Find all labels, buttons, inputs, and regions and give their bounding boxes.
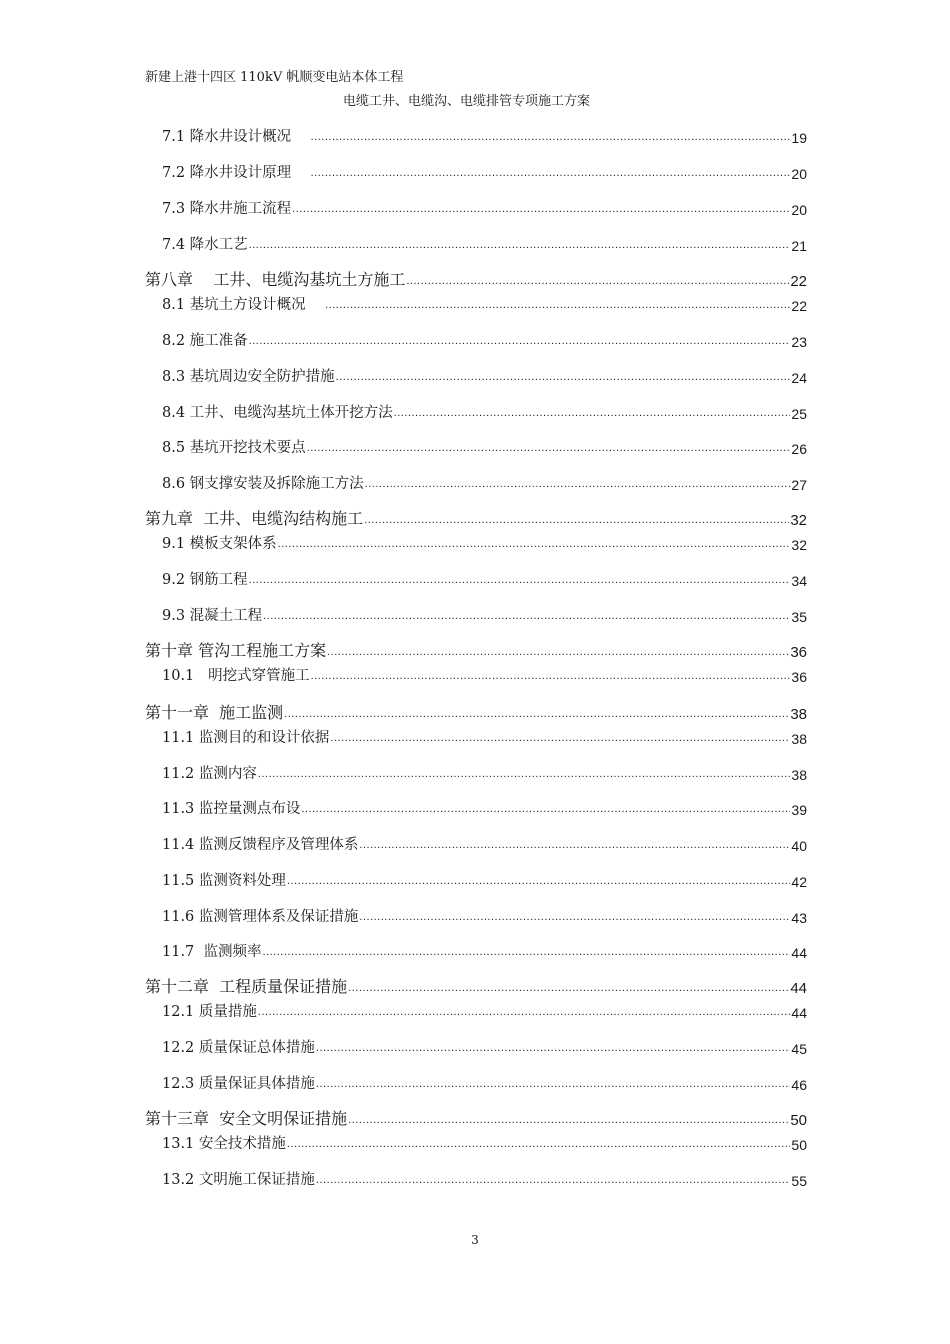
toc-entry-page: 25 [791, 406, 807, 422]
toc-section-entry[interactable] [162, 473, 807, 493]
toc-entry-title: 第八章 工井、电缆沟基坑土方施工 [145, 270, 406, 289]
toc-entry-page: 22 [791, 298, 807, 314]
toc-entry-page: 22 [790, 273, 807, 290]
toc-section-entry[interactable] [162, 1133, 807, 1153]
toc-entry-title: 8.5 基坑开挖技术要点 [162, 440, 306, 456]
toc-section-entry[interactable] [162, 763, 807, 783]
toc-dot-leader [330, 733, 790, 747]
toc-dot-leader [249, 575, 791, 589]
toc-entry-title: 第十二章 工程质量保证措施 [145, 977, 348, 996]
toc-dot-leader [348, 983, 789, 997]
toc-dot-leader [258, 1007, 791, 1021]
toc-entry-page: 32 [791, 537, 807, 553]
toc-entry-page: 55 [791, 1173, 807, 1189]
toc-entry-page: 36 [791, 669, 807, 685]
toc-dot-leader [287, 876, 791, 890]
toc-dot-leader [278, 539, 791, 553]
toc-dot-leader [365, 479, 791, 493]
toc-entry-title: 7.3 降水井施工流程 [162, 201, 292, 217]
toc-dot-leader [249, 240, 791, 254]
toc-entry-page: 39 [791, 802, 807, 818]
toc-entry-page: 38 [791, 731, 807, 747]
toc-chapter-entry[interactable] [145, 975, 807, 997]
toc-dot-leader [364, 515, 789, 529]
toc-section-entry[interactable] [162, 906, 807, 926]
toc-section-entry[interactable] [162, 798, 807, 818]
toc-entry-page: 44 [791, 945, 807, 961]
toc-dot-leader [287, 1139, 791, 1153]
toc-entry-title: 11.7 监测频率 [162, 944, 262, 960]
toc-entry-page: 50 [791, 1137, 807, 1153]
toc-entry-title: 10.1 明挖式穿管施工 [162, 668, 310, 684]
toc-entry-title: 11.1 监测目的和设计依据 [162, 730, 330, 746]
toc-section-entry[interactable] [162, 330, 807, 350]
toc-section-entry[interactable] [162, 162, 807, 182]
toc-entry-title: 12.1 质量措施 [162, 1004, 257, 1020]
toc-entry-title: 第九章 工井、电缆沟结构施工 [145, 509, 364, 528]
toc-entry-title: 8.6 钢支撑安装及拆除施工方法 [162, 476, 364, 492]
toc-section-entry[interactable] [162, 569, 807, 589]
toc-entry-title: 7.1 降水井设计概况 [162, 129, 310, 145]
toc-section-entry[interactable] [162, 1169, 807, 1189]
toc-section-entry[interactable] [162, 234, 807, 254]
toc-entry-page: 46 [791, 1077, 807, 1093]
toc-dot-leader [311, 132, 791, 146]
toc-entry-page: 23 [791, 334, 807, 350]
toc-entry-page: 45 [791, 1041, 807, 1057]
toc-dot-leader [307, 443, 791, 457]
toc-dot-leader [258, 769, 791, 783]
toc-section-entry[interactable] [162, 941, 807, 961]
toc-entry-page: 27 [791, 477, 807, 493]
toc-entry-page: 34 [791, 573, 807, 589]
toc-dot-leader [249, 336, 791, 350]
toc-entry-page: 24 [791, 370, 807, 386]
toc-chapter-entry[interactable] [145, 639, 807, 661]
toc-dot-leader [263, 947, 791, 961]
toc-entry-title: 9.2 钢筋工程 [162, 572, 248, 588]
toc-dot-leader [301, 804, 790, 818]
toc-entry-title: 11.6 监测管理体系及保证措施 [162, 909, 359, 925]
toc-dot-leader [359, 840, 790, 854]
toc-section-entry[interactable] [162, 834, 807, 854]
page-number: 3 [471, 1233, 479, 1247]
toc-section-entry[interactable] [162, 1037, 807, 1057]
toc-entry-page: 38 [791, 767, 807, 783]
toc-entry-title: 第十三章 安全文明保证措施 [145, 1109, 348, 1128]
toc-section-entry[interactable] [162, 870, 807, 890]
toc-section-entry[interactable] [162, 366, 807, 386]
toc-entry-title: 8.3 基坑周边安全防护措施 [162, 369, 335, 385]
toc-dot-leader [348, 1115, 789, 1129]
toc-entry-page: 20 [791, 202, 807, 218]
toc-entry-title: 9.1 模板支架体系 [162, 536, 277, 552]
toc-entry-title: 第十一章 施工监测 [145, 703, 284, 722]
toc-dot-leader [316, 1175, 791, 1189]
toc-chapter-entry[interactable] [145, 507, 807, 529]
toc-section-entry[interactable] [162, 126, 807, 146]
toc-entry-page: 32 [790, 512, 807, 529]
toc-entry-page: 44 [790, 980, 807, 997]
toc-chapter-entry[interactable] [145, 1107, 807, 1129]
toc-entry-page: 40 [791, 838, 807, 854]
toc-dot-leader [394, 408, 791, 422]
toc-entry-title: 11.5 监测资料处理 [162, 873, 286, 889]
toc-entry-title: 9.3 混凝土工程 [162, 608, 263, 624]
toc-entry-title: 8.2 施工准备 [162, 333, 248, 349]
toc-entry-title: 7.4 降水工艺 [162, 237, 248, 253]
toc-section-entry[interactable] [162, 1073, 807, 1093]
toc-dot-leader [316, 1079, 791, 1093]
toc-dot-leader [336, 372, 791, 386]
toc-dot-leader [292, 204, 790, 218]
toc-entry-page: 20 [791, 166, 807, 182]
toc-entry-page: 35 [791, 609, 807, 625]
document-header-project: 新建上港十四区 110kV 帆顺变电站本体工程 [145, 70, 404, 85]
toc-section-entry[interactable] [162, 605, 807, 625]
toc-dot-leader [327, 647, 789, 661]
toc-section-entry[interactable] [162, 1001, 807, 1021]
toc-entry-page: 36 [790, 644, 807, 661]
toc-chapter-entry[interactable] [145, 268, 807, 290]
toc-entry-page: 21 [791, 238, 807, 254]
toc-section-entry[interactable] [162, 727, 807, 747]
toc-section-entry[interactable] [162, 665, 807, 685]
toc-entry-page: 38 [790, 706, 807, 723]
toc-chapter-entry[interactable] [145, 701, 807, 723]
toc-entry-title: 8.4 工井、电缆沟基坑土体开挖方法 [162, 405, 393, 421]
toc-entry-page: 19 [791, 130, 807, 146]
toc-entry-page: 50 [790, 1112, 807, 1129]
toc-section-entry[interactable] [162, 402, 807, 422]
toc-entry-title: 11.4 监测反馈程序及管理体系 [162, 837, 359, 853]
toc-dot-leader [359, 912, 790, 926]
toc-section-entry[interactable] [162, 294, 807, 314]
toc-dot-leader [316, 1043, 791, 1057]
toc-dot-leader [284, 709, 789, 723]
toc-entry-title: 12.2 质量保证总体措施 [162, 1040, 315, 1056]
toc-entry-title: 7.2 降水井设计原理 [162, 165, 310, 181]
toc-entry-page: 26 [791, 441, 807, 457]
toc-entry-title: 13.2 文明施工保证措施 [162, 1172, 315, 1188]
toc-entry-page: 43 [791, 910, 807, 926]
toc-entry-title: 12.3 质量保证具体措施 [162, 1076, 315, 1092]
toc-entry-title: 13.1 安全技术措施 [162, 1136, 286, 1152]
toc-entry-page: 42 [791, 874, 807, 890]
toc-entry-title: 第十章 管沟工程施工方案 [145, 641, 327, 660]
toc-entry-title: 11.3 监控量测点布设 [162, 801, 301, 817]
toc-section-entry[interactable] [162, 533, 807, 553]
toc-section-entry[interactable] [162, 437, 807, 457]
toc-dot-leader [311, 168, 791, 182]
document-header-title: 电缆工井、电缆沟、电缆排管专项施工方案 [343, 94, 591, 109]
toc-dot-leader [263, 611, 790, 625]
toc-entry-page: 44 [791, 1005, 807, 1021]
toc-entry-title: 11.2 监测内容 [162, 766, 257, 782]
toc-dot-leader [311, 671, 791, 685]
toc-dot-leader [325, 300, 790, 314]
toc-dot-leader [406, 276, 789, 290]
toc-entry-title: 8.1 基坑土方设计概况 [162, 297, 325, 313]
toc-section-entry[interactable] [162, 198, 807, 218]
